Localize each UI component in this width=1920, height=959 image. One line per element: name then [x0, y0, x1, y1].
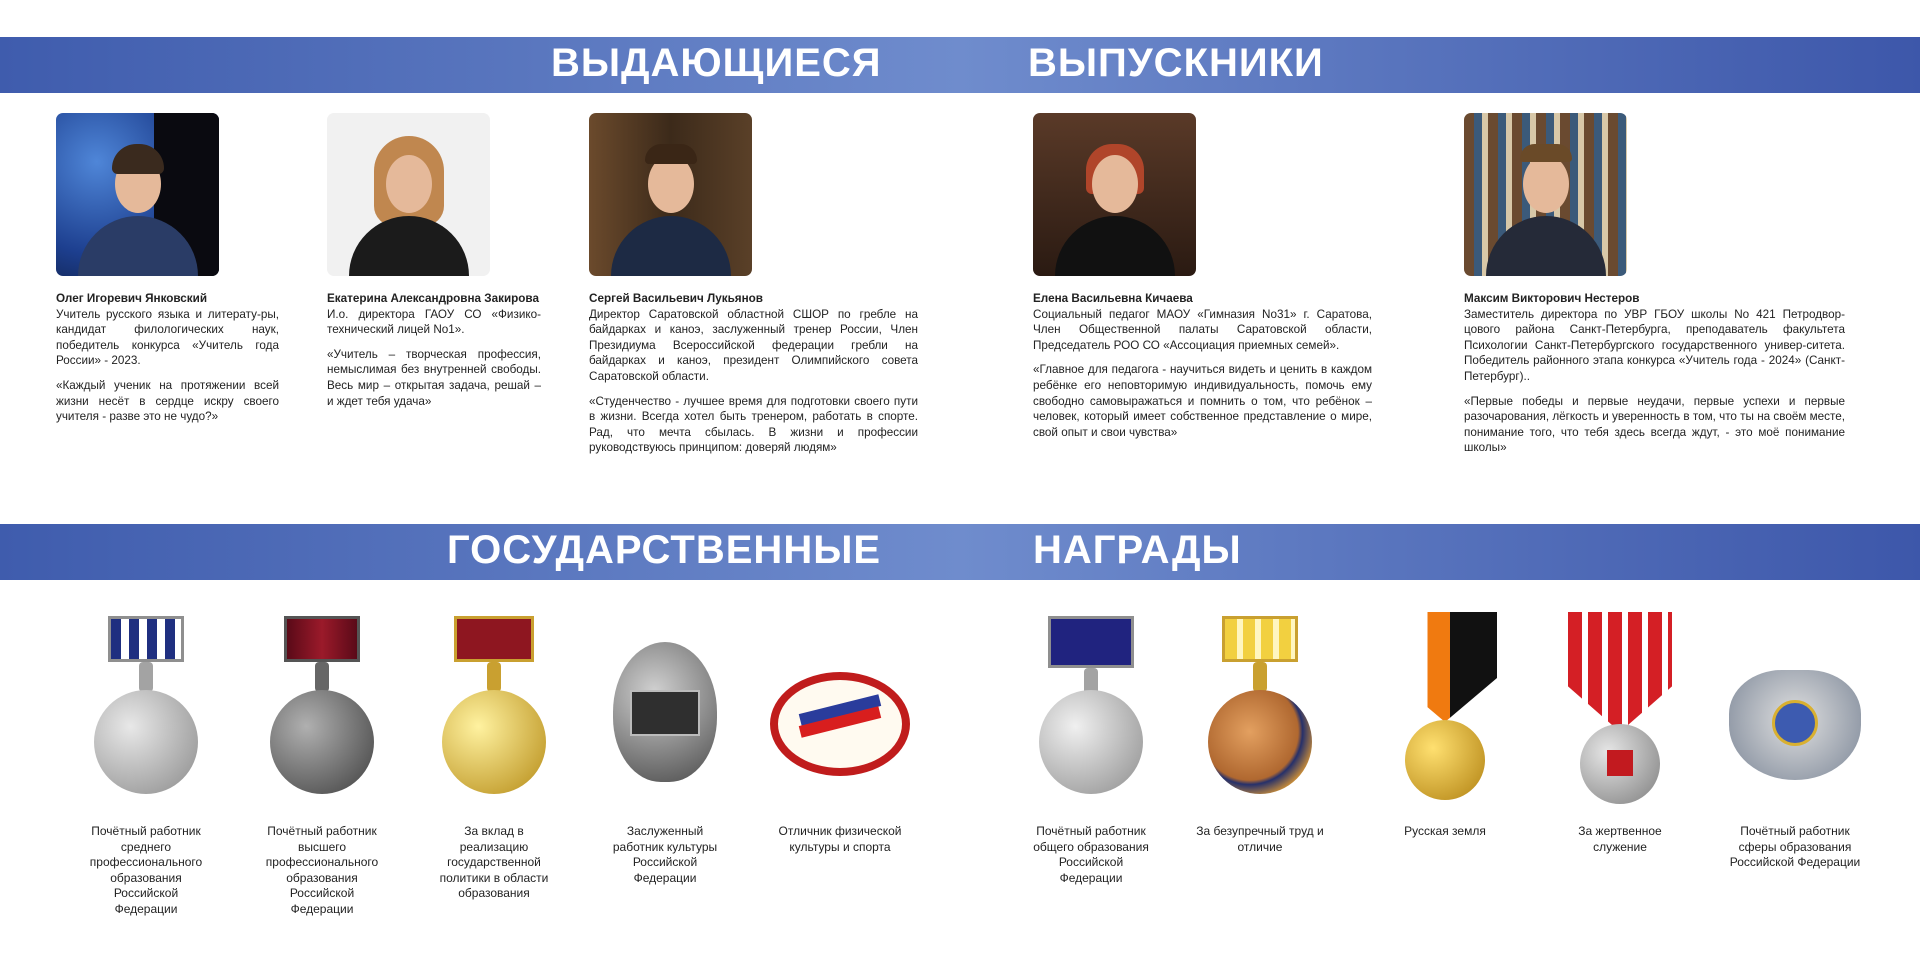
silver-medal-icon	[1036, 612, 1146, 812]
award-item	[81, 612, 211, 917]
sport-badge-icon	[765, 612, 915, 812]
graduate-quote: «Студенчество - лучшее время для подготовки своего пути в жизни. Всегда хотел быть тренером, работать в спорте. Рад, что мечта сбылась. В жизни и профессии руководствуюсь принципом: доверяй людям»	[589, 394, 918, 455]
graduate-quote: «Первые победы и первые неудачи, первые успехи и первые разочарования, лёгкость и уверенность в том, что ты на своём месте, понимание того, что тебя здесь всегда ждут, - это моё понимание школы»	[1464, 394, 1845, 455]
award-item	[600, 612, 730, 886]
graduate-name: Олег Игоревич Янковский	[56, 292, 208, 305]
award-caption: Почётный работник высшего профессионального образования Российской Федерации	[265, 824, 379, 916]
graduate-photo-nesterov	[1464, 113, 1627, 276]
graduate-quote: «Каждый ученик на протяжении всей жизни несёт в сердце искру своего учителя - разве это не чудо?»	[56, 378, 279, 424]
silver-medal-icon	[91, 612, 201, 812]
sacrificial-service-medal-icon	[1565, 612, 1675, 812]
award-item	[1195, 612, 1325, 855]
award-item	[257, 612, 387, 917]
award-item	[765, 612, 915, 855]
graduate-photo-kichaeva	[1033, 113, 1196, 276]
banner-title-right: НАГРАДЫ	[1033, 528, 1242, 572]
gold-medal-icon	[439, 612, 549, 812]
graduate-quote: «Главное для педагога - научиться видеть и ценить в каждом ребёнке его неповторимую индивидуальность, помочь ему свободно самовыражаться и помнить о том, что ребёнок – человек, который имеет собственное представление о мире, свой опыт и свои чувства»	[1033, 363, 1372, 439]
dark-silver-medal-icon	[267, 612, 377, 812]
award-item	[1725, 612, 1865, 871]
award-caption: Заслуженный работник культуры Российской Федерации	[612, 824, 718, 885]
graduate-quote: «Учитель – творческая профессия, немыслимая без внутренней свободы. Весь мир – открытая задача, решай – и ждет тебя удача»	[327, 347, 541, 408]
graduate-card-kichaeva	[1033, 291, 1372, 440]
award-caption: Русская земля	[1404, 824, 1486, 838]
banner-title-right: ВЫПУСКНИКИ	[1028, 41, 1324, 85]
award-item	[1026, 612, 1156, 886]
graduate-card-nesterov	[1464, 291, 1845, 456]
russian-land-medal-icon	[1390, 612, 1500, 812]
graduate-name: Елена Васильевна Кичаева	[1033, 292, 1193, 305]
graduate-photo-lukyanov	[589, 113, 752, 276]
awards-banner	[0, 524, 1920, 580]
graduate-card-zakirova	[327, 291, 541, 409]
graduates-banner	[0, 37, 1920, 93]
banner-title-left: ВЫДАЮЩИЕСЯ	[551, 41, 882, 85]
graduate-photo-zakirova	[327, 113, 490, 276]
graduate-card-lukyanov	[589, 291, 918, 456]
award-caption: Почётный работник сферы образования Российской Федерации	[1729, 824, 1861, 869]
graduate-name: Екатерина Александровна Закирова	[327, 292, 539, 305]
graduate-role: Директор Саратовской областной СШОР по гребле на байдарках и каноэ, заслуженный тренер России, Член Президиума Всероссийской федерации гребли на байдарках и каноэ, президент Олимпийского совета Саратовской области.	[589, 307, 918, 383]
award-item	[1380, 612, 1510, 840]
award-caption: За безупречный труд и отличие	[1196, 824, 1324, 854]
graduate-role: Учитель русского языка и литерату-ры, кандидат филологических наук, победитель конкурса «Учитель года России» - 2023.	[56, 307, 279, 368]
graduate-name: Сергей Васильевич Лукьянов	[589, 292, 763, 305]
award-item	[1555, 612, 1685, 855]
award-caption: Отличник физической культуры и спорта	[778, 824, 902, 854]
award-caption: Почётный работник среднего профессионального образования Российской Федерации	[89, 824, 203, 916]
graduate-role: Заместитель директора по УВР ГБОУ школы No 421 Петродвор-цового района Санкт-Петербурга, преподаватель факультета Психологии Санкт-Петербургского государственного универ-ситета. Победитель районного этапа конкурса «Учитель года - 2024» (Санкт-Петербург)..	[1464, 307, 1845, 383]
award-caption: За вклад в реализацию государственной политики в области образования	[439, 824, 549, 900]
graduate-role: Социальный педагог МАОУ «Гимназия No31» г. Саратова, Член Общественной палаты Саратовской области, Председатель РОО СО «Ассоциация приемных семей».	[1033, 307, 1372, 352]
bronze-medal-icon	[1205, 612, 1315, 812]
banner-title-left: ГОСУДАРСТВЕННЫЕ	[447, 528, 882, 572]
graduate-name: Максим Викторович Нестеров	[1464, 292, 1640, 305]
graduate-card-yankovsky	[56, 291, 279, 425]
eagle-badge-icon	[1725, 612, 1865, 812]
graduate-photo-yankovsky	[56, 113, 219, 276]
culture-badge-icon	[610, 612, 720, 812]
award-caption: За жертвенное служение	[1578, 824, 1662, 854]
award-caption: Почётный работник общего образования Российской Федерации	[1033, 824, 1149, 885]
award-item	[429, 612, 559, 902]
graduate-role: И.о. директора ГАОУ СО «Физико-технический лицей No1».	[327, 307, 541, 337]
